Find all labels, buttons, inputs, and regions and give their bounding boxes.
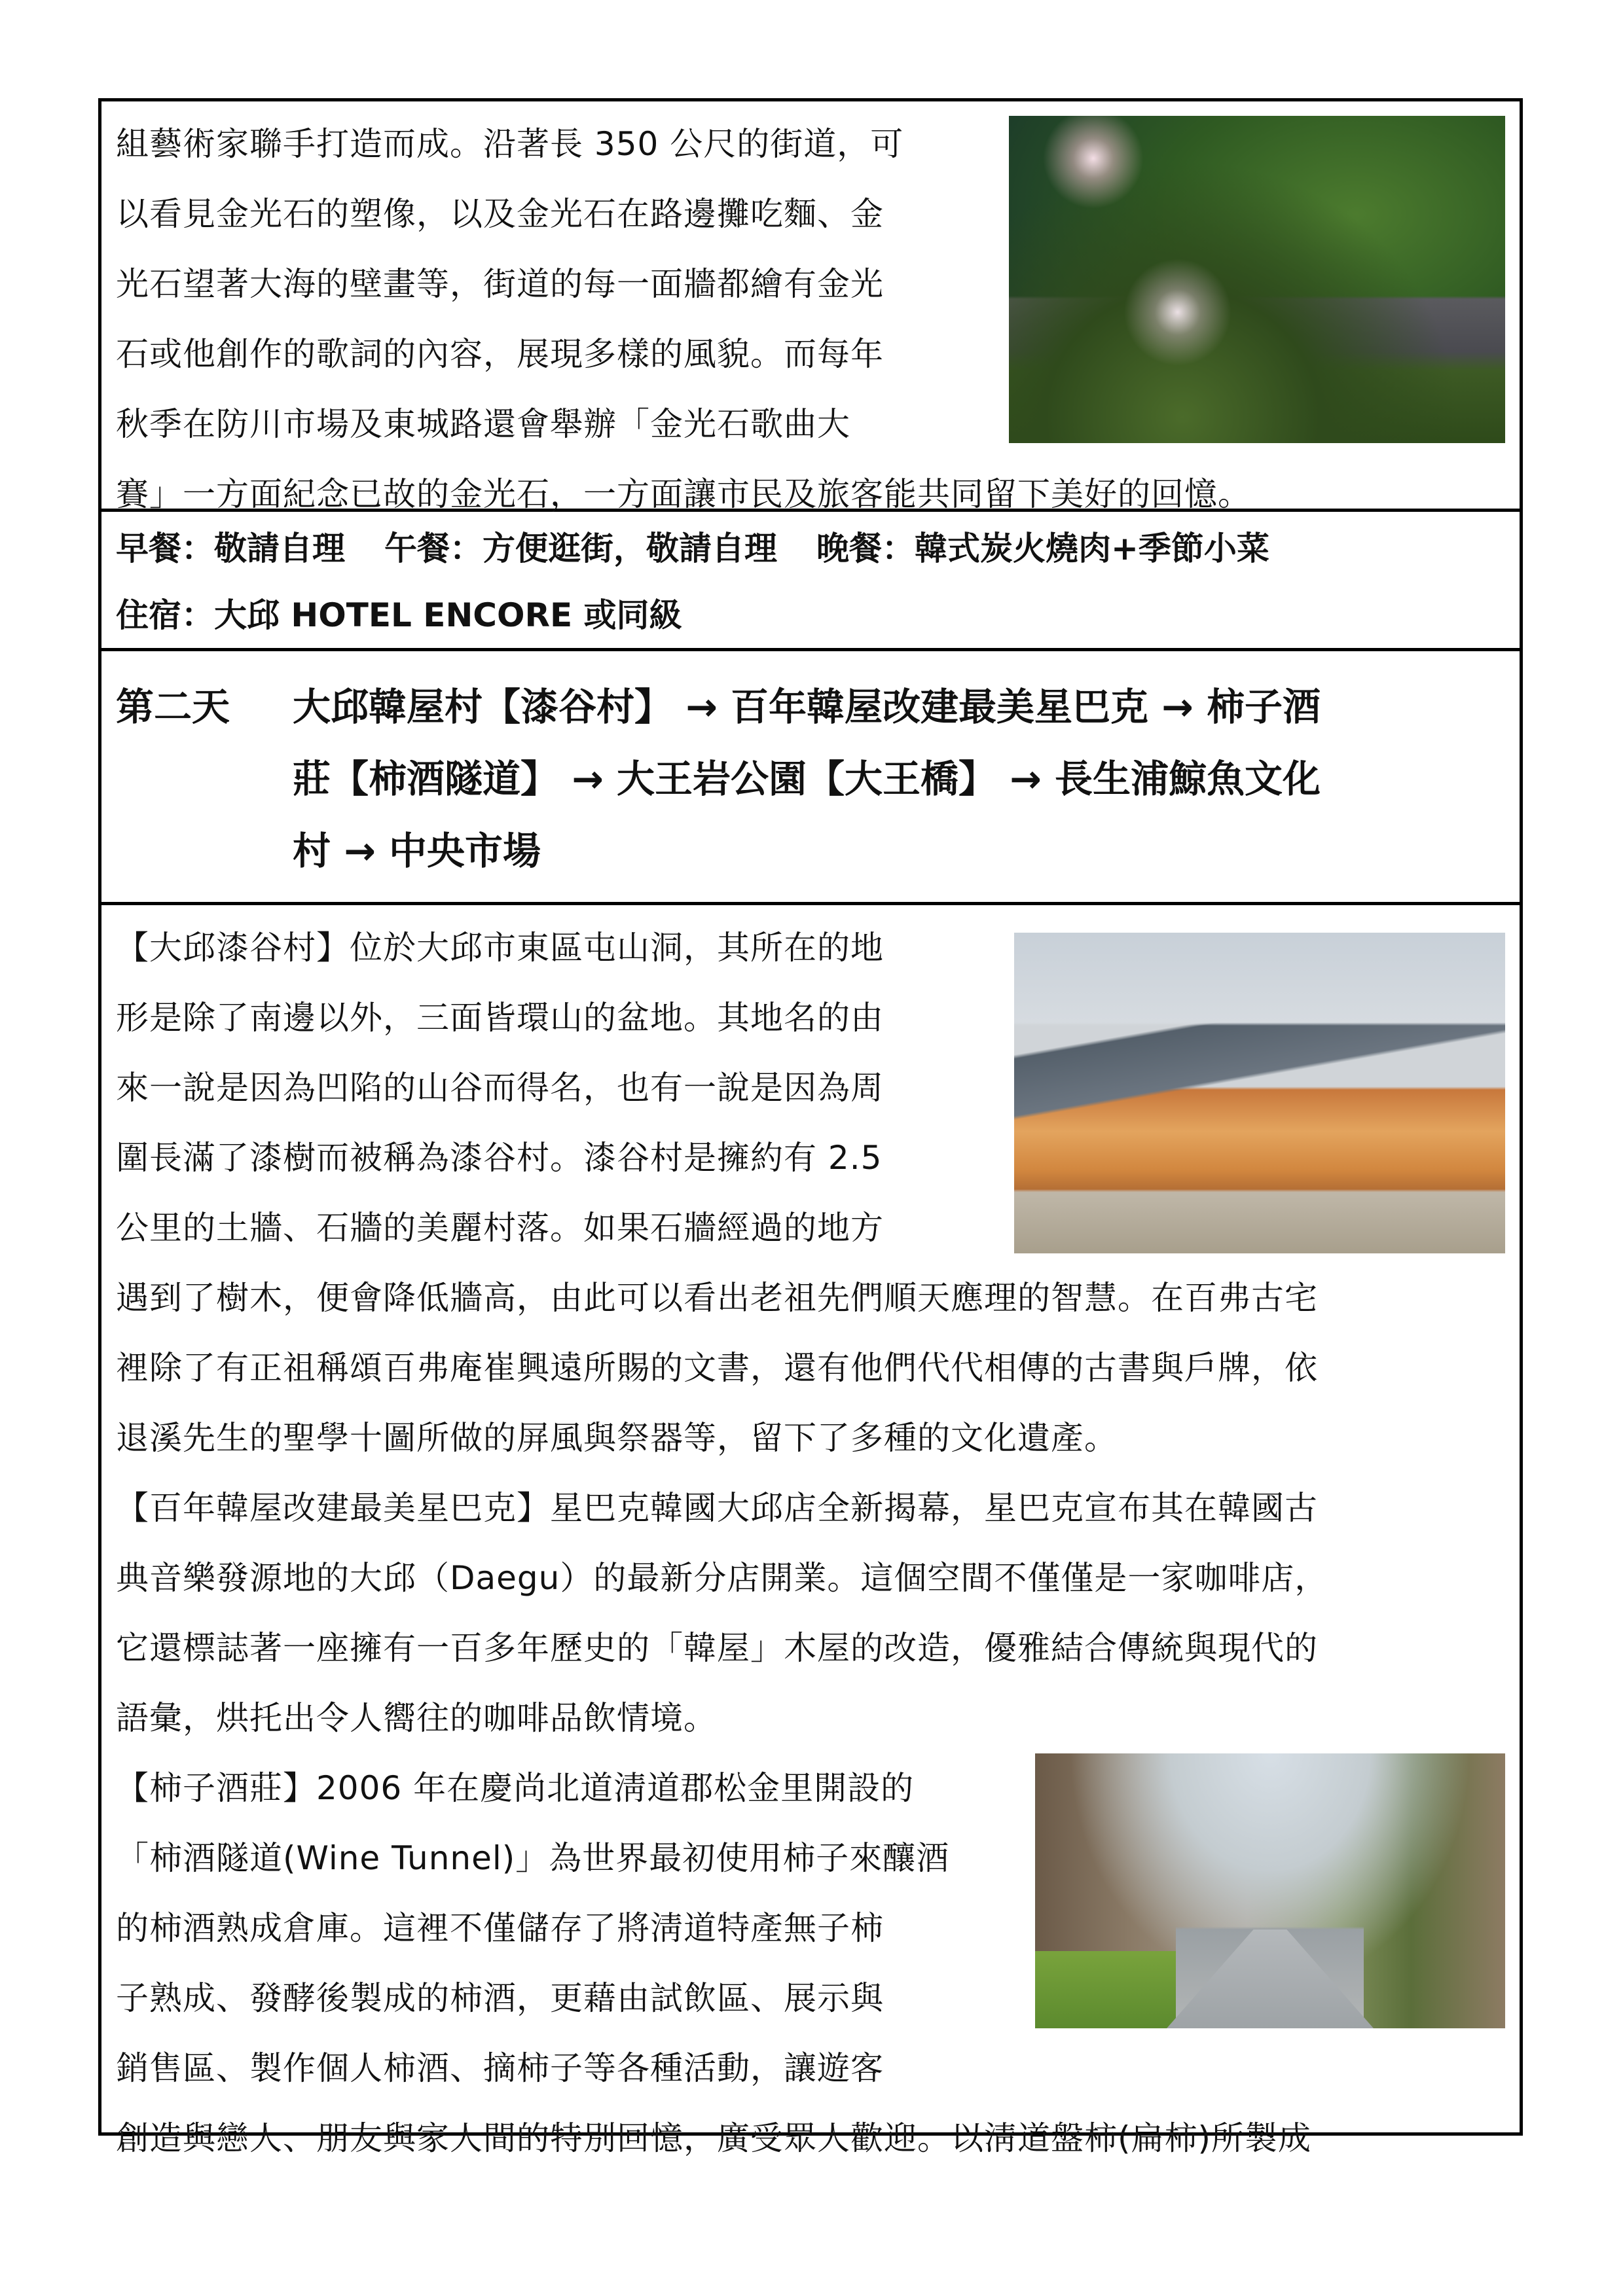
attractions-row — [101, 905, 1520, 2157]
wine-tunnel-image — [1035, 1753, 1505, 2028]
starbucks-paragraph — [116, 1473, 1505, 1753]
text-line: 典音樂發源地的大邱（Daegu）的最新分店開業。這個空間不僅僅是一家咖啡店， — [116, 1559, 1328, 1597]
text-line: 形是除了南邊以外，三面皆環山的盆地。其地名的由 — [116, 999, 884, 1037]
wine-tunnel-photo — [1035, 1753, 1505, 2028]
meals-lodging-row — [101, 512, 1520, 651]
hanok-starbucks-image — [1014, 933, 1505, 1253]
night-street-image — [1009, 116, 1505, 443]
night-street-photo — [1009, 116, 1505, 443]
kim-kwang-seok-street-row — [101, 101, 1520, 512]
route-line: 村 → 中央市場 — [293, 829, 541, 873]
text-line: 【百年韓屋改建最美星巴克】星巴克韓國大邱店全新揭幕，星巴克宣布其在韓國古 — [116, 1489, 1318, 1527]
text-line: 語彙，烘托出令人嚮往的咖啡品飲情境。 — [116, 1699, 717, 1737]
text-line: 創造與戀人、朋友與家人間的特別回憶，廣受眾人歡迎。以淸道盤柿(扁柿)所製成 — [116, 2119, 1312, 2157]
text-line: 銷售區、製作個人柿酒、摘柿子等各種活動，讓遊客 — [116, 2049, 884, 2087]
day-two-heading-row — [101, 651, 1520, 905]
text-line: 遇到了樹木，便會降低牆高，由此可以看出老祖先們順天應理的智慧。在百弗古宅 — [116, 1279, 1318, 1317]
day-label: 第二天 — [116, 685, 230, 729]
text-line: 秋季在防川市場及東城路還會舉辦「金光石歌曲大 — [116, 405, 850, 443]
text-line: 子熟成、發酵後製成的柿酒，更藉由試飲區、展示與 — [116, 1979, 884, 2017]
meals-line — [116, 515, 1505, 582]
text-line: 它還標誌著一座擁有一百多年歷史的「韓屋」木屋的改造，優雅結合傳統與現代的 — [116, 1629, 1318, 1667]
dinner-info: 晚餐：韓式炭火燒肉+季節小菜 — [816, 529, 1269, 567]
lodging-info: 住宿：大邱 HOTEL ENCORE 或同級 — [116, 596, 682, 634]
hanok-starbucks-photo — [1014, 933, 1505, 1253]
text-line: 以看見金光石的塑像，以及金光石在路邊攤吃麵、金 — [116, 195, 884, 233]
text-line: 的柿酒熟成倉庫。這裡不僅儲存了將淸道特產無子柿 — [116, 1909, 884, 1947]
text-line: 退溪先生的聖學十圖所做的屏風與祭器等，留下了多種的文化遺產。 — [116, 1419, 1118, 1457]
text-line: 【柿子酒莊】2006 年在慶尚北道淸道郡松金里開設的 — [116, 1769, 915, 1807]
text-line: 裡除了有正祖稱頌百弗庵崔興遠所賜的文書，還有他們代代相傳的古書與戶牌，依 — [116, 1349, 1318, 1387]
text-line: 賽」一方面紀念已故的金光石，一方面讓市民及旅客能共同留下美好的回憶。 — [116, 475, 1251, 513]
route-line: 莊【柿酒隧道】 → 大王岩公園【大王橋】 → 長生浦鯨魚文化 — [293, 757, 1321, 801]
text-line: 【大邱漆谷村】位於大邱市東區屯山洞，其所在的地 — [116, 929, 884, 967]
itinerary-table — [98, 98, 1523, 2157]
text-line: 石或他創作的歌詞的內容，展現多樣的風貌。而每年 — [116, 335, 884, 373]
breakfast-info: 早餐：敬請自理 — [116, 529, 345, 567]
text-line: 公里的土牆、石牆的美麗村落。如果石牆經過的地方 — [116, 1209, 884, 1247]
text-line: 來一說是因為凹陷的山谷而得名，也有一說是因為周 — [116, 1069, 884, 1107]
text-line: 光石望著大海的壁畫等，街道的每一面牆都繪有金光 — [116, 265, 884, 303]
text-line: 圍長滿了漆樹而被稱為漆谷村。漆谷村是擁約有 2.5 — [116, 1139, 883, 1177]
lunch-info: 午餐：方便逛街，敬請自理 — [384, 529, 777, 567]
text-line: 組藝術家聯手打造而成。沿著長 350 公尺的街道，可 — [116, 125, 904, 163]
route-line: 大邱韓屋村【漆谷村】 → 百年韓屋改建最美星巴克 → 柿子酒 — [293, 685, 1321, 729]
text-line: 「柿酒隧道(Wine Tunnel)」為世界最初使用柿子來釀酒 — [116, 1839, 950, 1877]
day-route — [293, 671, 1505, 887]
